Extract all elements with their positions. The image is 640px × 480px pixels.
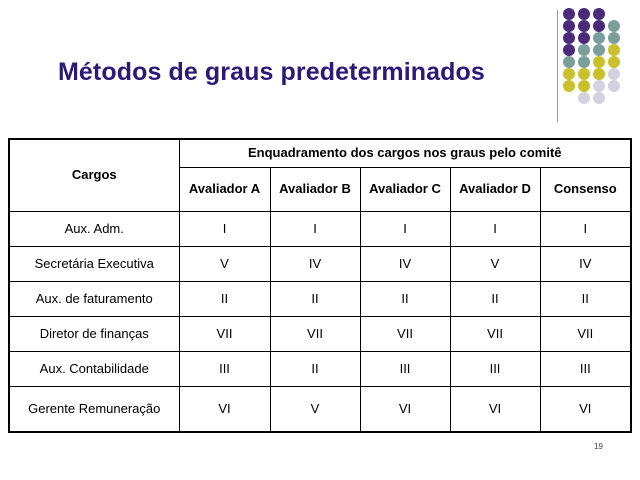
grade-cell: III bbox=[450, 351, 540, 386]
cargo-cell: Aux. Contabilidade bbox=[9, 351, 179, 386]
grade-cell: I bbox=[450, 211, 540, 246]
decorative-dot bbox=[563, 32, 575, 44]
table-row bbox=[9, 281, 631, 316]
grade-cell: IV bbox=[540, 246, 631, 281]
decorative-dot bbox=[593, 92, 605, 104]
decorative-dot bbox=[563, 8, 575, 20]
decorative-dot bbox=[578, 32, 590, 44]
grade-cell: VII bbox=[360, 316, 450, 351]
grade-cell: IV bbox=[360, 246, 450, 281]
slide-title: Métodos de graus predeterminados bbox=[58, 58, 485, 86]
decorative-dot bbox=[593, 20, 605, 32]
decorative-dot bbox=[593, 32, 605, 44]
decorative-dot bbox=[593, 44, 605, 56]
decorative-dot bbox=[593, 68, 605, 80]
page-number: 19 bbox=[594, 442, 603, 451]
column-header: Consenso bbox=[540, 167, 631, 211]
decorative-dot bbox=[608, 20, 620, 32]
group-header: Enquadramento dos cargos nos graus pelo comitê bbox=[179, 139, 631, 167]
cargo-cell: Gerente Remuneração bbox=[9, 386, 179, 432]
decorative-dot bbox=[578, 80, 590, 92]
decorative-dot bbox=[578, 56, 590, 68]
grade-cell: VII bbox=[450, 316, 540, 351]
table-row bbox=[9, 351, 631, 386]
grade-cell: I bbox=[540, 211, 631, 246]
grade-cell: VII bbox=[270, 316, 360, 351]
decorative-dot bbox=[608, 68, 620, 80]
title-divider bbox=[557, 10, 558, 122]
grade-cell: II bbox=[360, 281, 450, 316]
cargo-cell: Diretor de finanças bbox=[9, 316, 179, 351]
column-header: Avaliador B bbox=[270, 167, 360, 211]
grade-cell: III bbox=[540, 351, 631, 386]
table-row bbox=[9, 246, 631, 281]
grade-cell: VII bbox=[540, 316, 631, 351]
cargo-cell: Aux. de faturamento bbox=[9, 281, 179, 316]
decorative-dot bbox=[563, 68, 575, 80]
column-header: Avaliador C bbox=[360, 167, 450, 211]
decorative-dot bbox=[608, 44, 620, 56]
grade-cell: III bbox=[179, 351, 270, 386]
decorative-dot bbox=[578, 20, 590, 32]
grade-cell: VI bbox=[450, 386, 540, 432]
grade-cell: II bbox=[270, 281, 360, 316]
grade-cell: VI bbox=[360, 386, 450, 432]
grade-cell: II bbox=[270, 351, 360, 386]
grade-cell: I bbox=[270, 211, 360, 246]
decorative-dot bbox=[578, 68, 590, 80]
decorative-dot bbox=[578, 44, 590, 56]
grade-cell: V bbox=[270, 386, 360, 432]
decorative-dot bbox=[578, 92, 590, 104]
decorative-dot bbox=[593, 80, 605, 92]
decorative-dot bbox=[593, 8, 605, 20]
cargo-cell: Aux. Adm. bbox=[9, 211, 179, 246]
decorative-dot bbox=[578, 8, 590, 20]
grade-cell: VII bbox=[179, 316, 270, 351]
decorative-dot bbox=[563, 20, 575, 32]
grades-table bbox=[8, 138, 632, 433]
column-header: Avaliador A bbox=[179, 167, 270, 211]
decorative-dot bbox=[608, 56, 620, 68]
decorative-dot bbox=[563, 56, 575, 68]
cargos-header: Cargos bbox=[9, 139, 179, 211]
decorative-dot bbox=[608, 32, 620, 44]
table-row bbox=[9, 211, 631, 246]
decorative-dot bbox=[563, 44, 575, 56]
grade-cell: II bbox=[179, 281, 270, 316]
grade-cell: II bbox=[450, 281, 540, 316]
cargo-cell: Secretária Executiva bbox=[9, 246, 179, 281]
decorative-dot bbox=[593, 56, 605, 68]
decorative-dot bbox=[563, 80, 575, 92]
column-header: Avaliador D bbox=[450, 167, 540, 211]
grade-cell: V bbox=[450, 246, 540, 281]
decorative-dot bbox=[608, 80, 620, 92]
grade-cell: I bbox=[360, 211, 450, 246]
grade-cell: VI bbox=[540, 386, 631, 432]
grade-cell: V bbox=[179, 246, 270, 281]
grade-cell: II bbox=[540, 281, 631, 316]
decorative-dot-grid bbox=[563, 8, 635, 108]
grade-cell: III bbox=[360, 351, 450, 386]
grade-cell: I bbox=[179, 211, 270, 246]
grade-cell: IV bbox=[270, 246, 360, 281]
table-row bbox=[9, 386, 631, 432]
grade-cell: VI bbox=[179, 386, 270, 432]
table-row bbox=[9, 316, 631, 351]
